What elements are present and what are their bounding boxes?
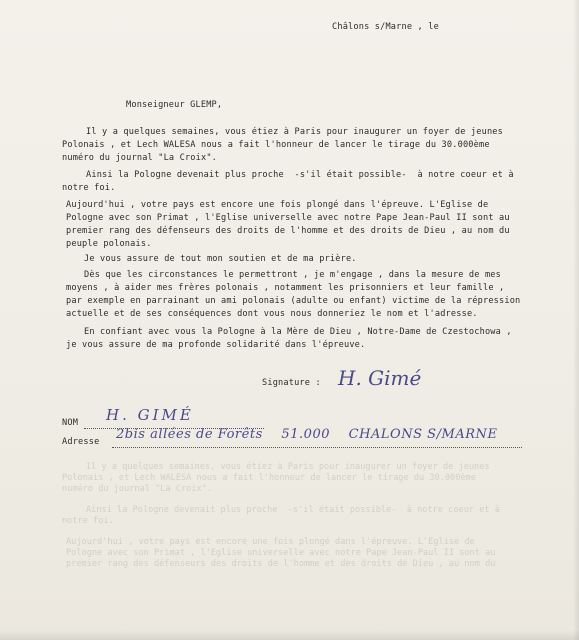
paragraph-1-line-1: Il y a quelques semaines, vous étiez à Paris pour inaugurer un foyer de jeunes xyxy=(86,127,503,137)
signature-label: Signature : xyxy=(262,378,321,388)
handwritten-signature: H. Gimé xyxy=(338,366,422,390)
paragraph-1-line-2: Polonais , et Lech WALESA nous a fait l'honneur de lancer le tirage du 30.000ème xyxy=(62,140,490,150)
show-through-line-3: numéro du journal "La Croix". xyxy=(62,484,213,494)
paragraph-5-line-4: actuelle et de ses conséquences dont vous nous donneriez le nom et l'adresse. xyxy=(66,309,478,319)
nom-handwritten-value: H. GIMÉ xyxy=(106,406,194,424)
show-through-line-5: Ainsi la Pologne devenait plus proche -s'il était possible- à notre coeur et à xyxy=(86,505,500,515)
paragraph-6-line-2: je vous assure de ma profonde solidarité dans l'épreuve. xyxy=(66,340,366,350)
paragraph-6-line-1: En confiant avec vous la Pologne à la Mère de Dieu , Notre-Dame de Czestochowa , xyxy=(84,327,512,337)
show-through-line-1: Il y a quelques semaines, vous étiez à Paris pour inaugurer un foyer de jeunes xyxy=(86,462,490,472)
adresse-label: Adresse xyxy=(62,437,100,447)
paper-edge-shadow-bottom xyxy=(0,630,579,640)
paragraph-5-line-1: Dès que les circonstances le permettront , je m'engage , dans la mesure de mes xyxy=(84,270,501,280)
place-date: Châlons s/Marne , le xyxy=(332,22,439,32)
nom-label: NOM xyxy=(62,418,79,428)
adresse-handwritten-value: 2bis allées de Forêts 51.000 CHALONS S/MARNE xyxy=(116,427,498,442)
salutation: Monseigneur GLEMP, xyxy=(126,100,223,110)
paragraph-4-line-1: Je vous assure de tout mon soutien et de ma prière. xyxy=(84,254,357,264)
paragraph-5-line-2: moyens , à aider mes frères polonais , notamment les prisonniers et leur famille , xyxy=(66,283,505,293)
paragraph-3-line-2: Pologne avec son Primat , l'Eglise universelle avec notre Pape Jean-Paul II sont au xyxy=(66,213,510,223)
paragraph-5-line-3: par exemple en parrainant un ami polonais (adulte ou enfant) victime de la répression xyxy=(66,296,521,306)
paragraph-2-line-1: Ainsi la Pologne devenait plus proche -s'il était possible- à notre coeur et à xyxy=(86,170,514,180)
show-through-line-9: Pologne avec son Primat , l'Eglise universelle avec notre Pape Jean-Paul II sont au xyxy=(66,548,496,558)
paragraph-3-line-3: premier rang des défenseurs des droits de l'homme et des droits de Dieu , au nom du xyxy=(66,226,510,236)
paragraph-1-line-3: numéro du journal "La Croix". xyxy=(62,153,218,163)
show-through-line-8: Aujourd'hui , votre pays est encore une fois plongé dans l'épreuve. L'Eglise de xyxy=(66,537,475,547)
paragraph-3-line-4: peuple polonais. xyxy=(66,239,152,249)
paragraph-2-line-2: notre foi. xyxy=(62,183,116,193)
paragraph-3-line-1: Aujourd'hui , votre pays est encore une fois plongé dans l'épreuve. L'Eglise de xyxy=(66,200,489,210)
show-through-line-6: notre foi. xyxy=(62,516,114,526)
show-through-line-2: Polonais , et Lech WALESA nous a fait l'honneur de lancer le tirage du 30.000ème xyxy=(62,473,476,483)
paper-edge-shadow-right xyxy=(573,0,579,640)
adresse-dotted-line xyxy=(112,447,522,448)
show-through-line-10: premier rang des défenseurs des droits de l'homme et des droits de Dieu , au nom du xyxy=(66,559,496,569)
